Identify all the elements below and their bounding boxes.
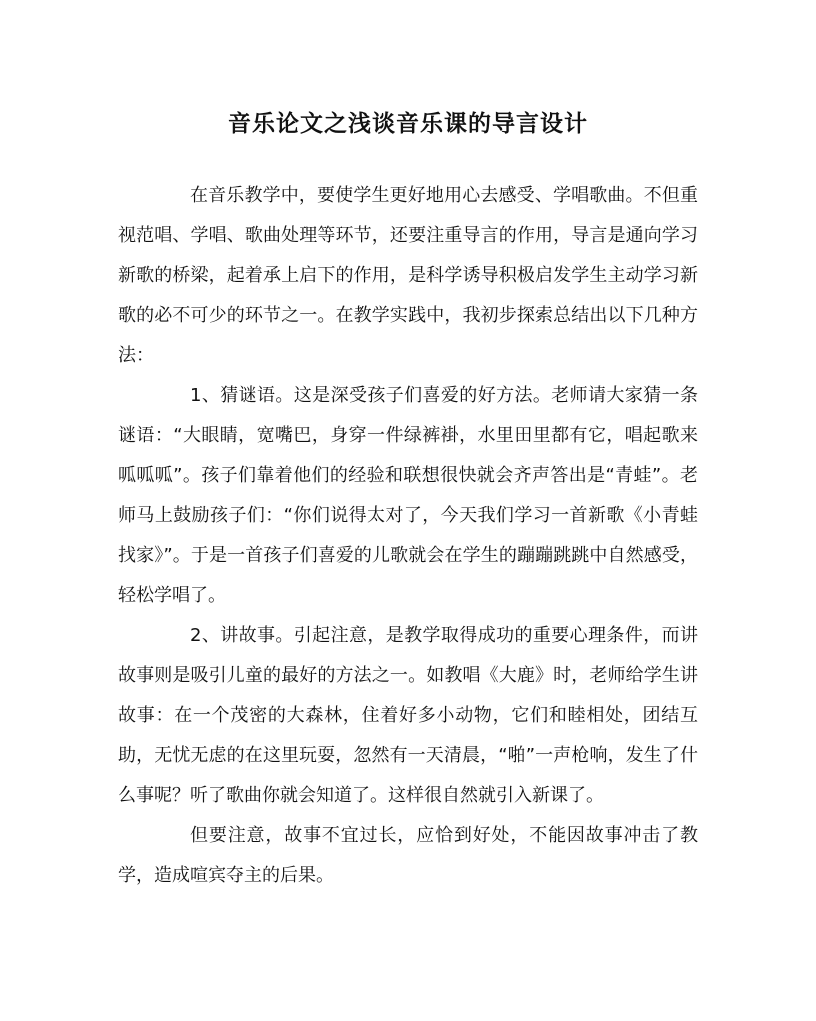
paragraph-story: 2、讲故事。引起注意，是教学取得成功的重要心理条件，而讲故事则是吸引儿童的最好的方法之一。如教唱《大鹿》时，老师给学生讲故事：在一个茂密的大森林，住着好多小动物，它们和睦相处，团结互助，无忧无虑的在这里玩耍，忽然有一天清晨，“啪”一声枪响，发生了什么事呢？听了歌曲你就会知道了。这样很自然就引入新课了。 <box>118 625 698 806</box>
document-title: 音乐论文之浅谈音乐课的导言设计 <box>228 110 588 137</box>
paragraph-riddle: 1、猜谜语。这是深受孩子们喜爱的好方法。老师请大家猜一条谜语：“大眼睛，宽嘴巴，身穿一件绿裤褂，水里田里都有它，唱起歌来呱呱呱”。孩子们靠着他们的经验和联想很快就会齐声答出是“青蛙”。老师马上鼓励孩子们：“你们说得太对了，今天我们学习一首新歌《小青蛙找家》”。于是一首孩子们喜爱的儿歌就会在学生的蹦蹦跳跳中自然感受，轻松学唱了。 <box>118 385 698 606</box>
paragraph-intro: 在音乐教学中，要使学生更好地用心去感受、学唱歌曲。不但重视范唱、学唱、歌曲处理等环节，还要注重导言的作用，导言是通向学习新歌的桥梁，起着承上启下的作用，是科学诱导积极启发学生主动学习新歌的必不可少的环节之一。在教学实践中，我初步探索总结出以下几种方法： <box>118 185 698 366</box>
paragraph-caution: 但要注意，故事不宜过长，应恰到好处，不能因故事冲击了教学，造成喧宾夺主的后果。 <box>118 825 698 886</box>
document-body <box>118 176 698 896</box>
